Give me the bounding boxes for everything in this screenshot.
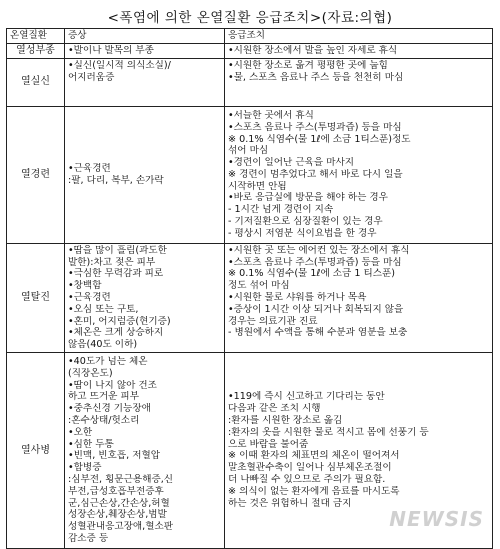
action-line: •스포츠 음료나 주스(투명과즙) 등을 마심 [228,121,402,133]
symptom-line: :혼수상태/헛소리 [68,415,140,427]
column-header-disease: 온열질환 [7,29,65,44]
actions-cell [225,58,493,106]
action-line: 정도 섞어 마심 [228,280,290,292]
disease-name: 열경련 [7,106,65,243]
symptom-line: •땀이 나지 않아 건조 [68,379,157,391]
symptom-line: •중추신경 기능장애 [68,403,151,415]
action-line: ※ 의식이 없는 환자에게 음료를 마시도록 [228,485,400,497]
symptom-line: 어지러움증 [68,71,115,83]
table-header-row [7,29,493,44]
actions-cell [225,44,493,59]
action-line: ※ 0.1% 식염수(물 1ℓ에 소금 1티스푼)정도 [228,133,411,145]
symptoms-cell [65,352,225,548]
action-line: ※ 0.1% 식염수(물 1ℓ에 소금 1 티스푼) [228,268,396,280]
action-line: •시원한 물로 샤워를 하거나 목욕 [228,291,367,303]
action-line: 으로 바람을 불어줌 [228,438,309,450]
symptom-line: 발한):차고 젖은 피부 [68,256,156,268]
symptom-line: 성장손상,췌장손상,범발 [68,509,167,521]
symptom-line: •근육경련 [68,291,111,303]
action-line: 시작하면 안됨 [228,180,287,192]
action-line: 말초혈관수축이 일어나 심부체온조절이 [228,462,392,474]
symptom-line: 성혈관내응고장애,혈소판 [68,521,173,533]
action-line: - 병원에서 수액을 통해 수분과 염분을 보충 [228,327,408,339]
action-line: •스포츠 음료나 주스(투명과즙) 등을 마심 [228,256,402,268]
action-line: - 1시간 넘게 경련이 지속 [228,204,334,216]
symptoms-cell [65,243,225,352]
action-line: •시원한 장소에서 발을 높인 자세로 휴식 [228,45,398,56]
symptom-line: •빈맥, 빈호흡, 저혈압 [68,450,160,462]
action-line: :환자를 시원한 장소로 옮김 [228,415,343,427]
action-line: ※ 이때 환자의 체표면의 체온이 떨어져서 [228,450,400,462]
symptom-line: 하고 뜨거운 피부 [68,391,139,403]
symptoms-cell [65,106,225,243]
table-row-heat-edema [7,44,493,59]
symptom-line: •근육경련 [68,163,111,174]
symptom-line: 군,심근손상,간손상,허혈 [68,497,170,509]
column-header-actions: 응급조치 [225,29,493,44]
action-line: •물, 스포츠 음료나 주스 등을 천천히 마심 [228,71,404,83]
first-aid-table [6,28,493,549]
action-line: 경우는 의료기관 진료 [228,315,318,327]
action-line: 섞어 마심 [228,145,269,157]
newsis-watermark-logo: NEWSIS [389,507,484,531]
symptom-line: •오한 [68,426,93,438]
actions-cell [225,106,493,243]
symptom-line: •실신(일시적 의식소실)/ [68,59,171,71]
symptom-line: •오심 또는 구토, [68,303,139,315]
symptom-line: •심한 두통 [68,438,114,450]
symptom-line: 않음(40도 이하) [68,339,138,351]
table-row-heat-cramps [7,106,493,243]
symptom-line: (직장온도) [68,367,113,379]
symptom-line: •합병증 [68,462,102,474]
column-header-symptoms: 증상 [65,29,225,44]
disease-name: 열사병 [7,352,65,548]
action-line: •시원한 곳 또는 에어컨 있는 장소에서 휴식 [228,244,410,256]
action-line: •서늘한 곳에서 휴식 [228,109,314,121]
symptom-line: •40도가 넘는 체온 [68,356,148,368]
symptom-line: :팔, 다리, 복부, 손가락 [68,174,164,186]
actions-cell [225,243,493,352]
symptoms-cell [65,44,225,59]
disease-name: 열실신 [7,58,65,106]
action-line: ※ 경련이 멈추었다고 해서 바로 다시 일을 [228,168,403,180]
action-line: •경련이 일어난 근육을 마사지 [228,157,355,169]
symptom-line: :심부전, 횡문근용해증,신 [68,474,174,486]
table-row-heat-syncope [7,58,493,106]
action-line: :환자의 옷을 시원한 물로 적시고 몸에 선풍기 등 [228,426,429,438]
symptom-line: 부전,급성호흡부전증후 [68,485,164,497]
action-line: - 기저질환으로 심장질환이 있는 경우 [228,216,383,228]
action-line: •시원한 장소로 옮겨 평평한 곳에 눕힘 [228,59,388,71]
action-line: •증상이 1시간 이상 되거나 회복되지 않을 [228,303,404,315]
symptom-line: •땀을 많이 흘림(과도한 [68,244,167,256]
symptom-line: •창백함 [68,280,102,292]
symptom-line: •체온은 크게 상승하지 [68,327,164,339]
action-line: •바로 응급실에 방문을 해야 하는 경우 [228,192,388,204]
action-line: 하는 것은 위험하니 절대 금지 [228,497,352,509]
action-line: 더 나빠질 수 있으므로 주의가 필요함. [228,474,386,486]
action-line: - 평상시 저염분 식이요법을 한 경우 [228,227,377,239]
symptom-line: 감소증 등 [68,533,109,545]
table-row-heat-exhaustion [7,243,493,352]
symptoms-cell [65,58,225,106]
symptom-line: •혼미, 어지럼증(현기증) [68,315,171,327]
disease-name: 열탈진 [7,243,65,352]
action-line: 다음과 같은 조치 시행 [228,403,321,415]
page-title: <폭염에 의한 온열질환 응급조치>(자료:의협) [107,10,393,26]
symptom-line: •발이나 발목의 부종 [68,45,154,56]
disease-name: 열성부종 [7,44,65,59]
symptom-line: •극심한 무력감과 피로 [68,268,164,280]
action-line: •119에 즉시 신고하고 기다리는 동안 [228,391,385,403]
